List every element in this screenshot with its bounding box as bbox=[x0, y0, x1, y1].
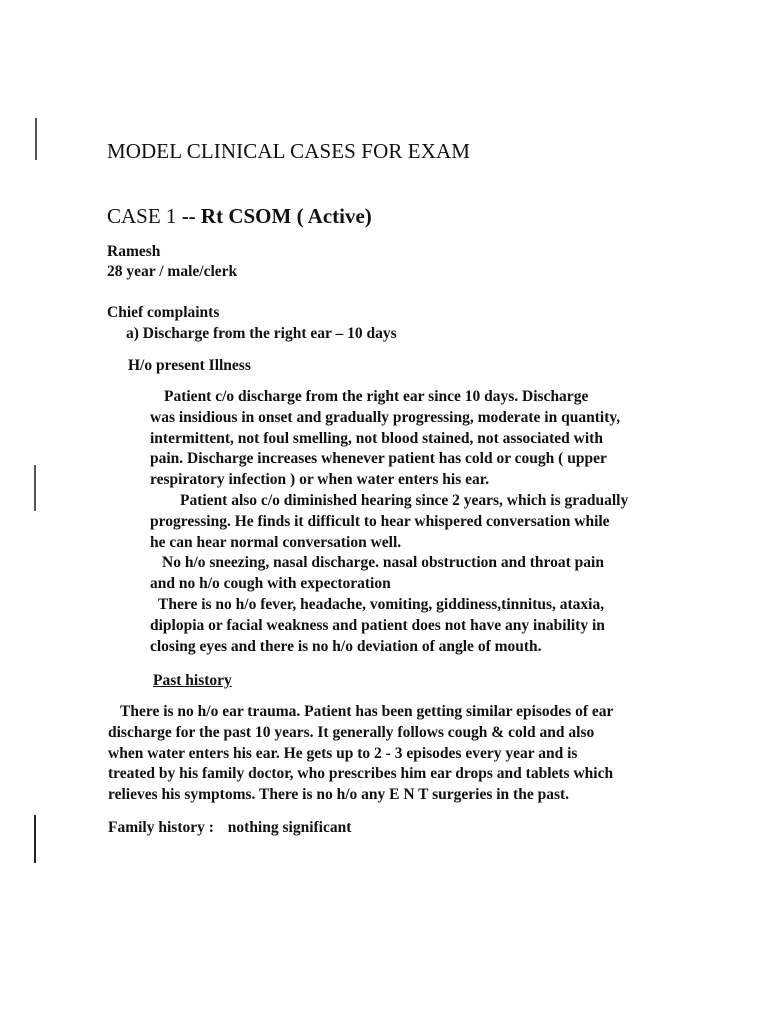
text-line: progressing. He finds it difficult to hear whispered conversation while bbox=[150, 512, 610, 530]
family-history-value: nothing significant bbox=[227, 819, 352, 836]
text-line: treated by his family doctor, who prescribes him ear drops and tablets which bbox=[108, 765, 614, 783]
case-title: -- Rt CSOM ( Active) bbox=[181, 204, 372, 228]
text-line: There is no h/o ear trauma. Patient has been getting similar episodes of ear bbox=[120, 703, 614, 720]
text-line: intermittent, not foul smelling, not blood stained, not associated with bbox=[150, 429, 603, 447]
text-line: when water enters his ear. He gets up to 2 - 3 episodes every year and is bbox=[108, 744, 578, 762]
family-history bbox=[108, 818, 351, 838]
text-line: discharge for the past 10 years. It generally follows cough & cold and also bbox=[108, 723, 595, 741]
present-illness-text bbox=[150, 387, 628, 657]
text-line: There is no h/o fever, headache, vomiting, giddiness,tinnitus, ataxia, bbox=[158, 595, 605, 613]
patient-details: 28 year / male/clerk bbox=[107, 263, 238, 280]
chief-complaints-heading: Chief complaints bbox=[107, 304, 220, 321]
text-line: Patient also c/o diminished hearing since 2 years, which is gradually bbox=[180, 491, 629, 509]
case-number: CASE 1 bbox=[107, 204, 177, 228]
text-line: and no h/o cough with expectoration bbox=[150, 575, 391, 593]
text-line: No h/o sneezing, nasal discharge. nasal obstruction and throat pain bbox=[162, 554, 604, 572]
text-line: he can hear normal conversation well. bbox=[150, 533, 402, 551]
document-title: MODEL CLINICAL CASES FOR EXAM bbox=[107, 139, 471, 163]
past-history-text bbox=[108, 702, 613, 806]
text-line: pain. Discharge increases whenever patient has cold or cough ( upper bbox=[150, 450, 607, 468]
text-line: respiratory infection ) or when water enters his ear. bbox=[150, 471, 490, 489]
present-illness-heading: H/o present Illness bbox=[128, 357, 251, 374]
text-line: Patient c/o discharge from the right ear since 10 days. Discharge bbox=[164, 388, 589, 405]
family-history-label: Family history : bbox=[108, 819, 214, 836]
past-history-heading: Past history bbox=[153, 672, 232, 689]
scan-mark bbox=[34, 465, 36, 511]
patient-name: Ramesh bbox=[107, 243, 161, 260]
scan-mark bbox=[35, 118, 37, 160]
chief-complaint-item: a) Discharge from the right ear – 10 days bbox=[126, 325, 397, 342]
text-line: closing eyes and there is no h/o deviation of angle of mouth. bbox=[150, 637, 542, 655]
text-line: was insidious in onset and gradually progressing, moderate in quantity, bbox=[150, 408, 621, 426]
scan-mark bbox=[34, 815, 36, 863]
text-line: diplopia or facial weakness and patient does not have any inability in bbox=[150, 616, 605, 634]
case-heading bbox=[107, 204, 372, 229]
text-line: relieves his symptoms. There is no h/o any E N T surgeries in the past. bbox=[108, 786, 570, 804]
